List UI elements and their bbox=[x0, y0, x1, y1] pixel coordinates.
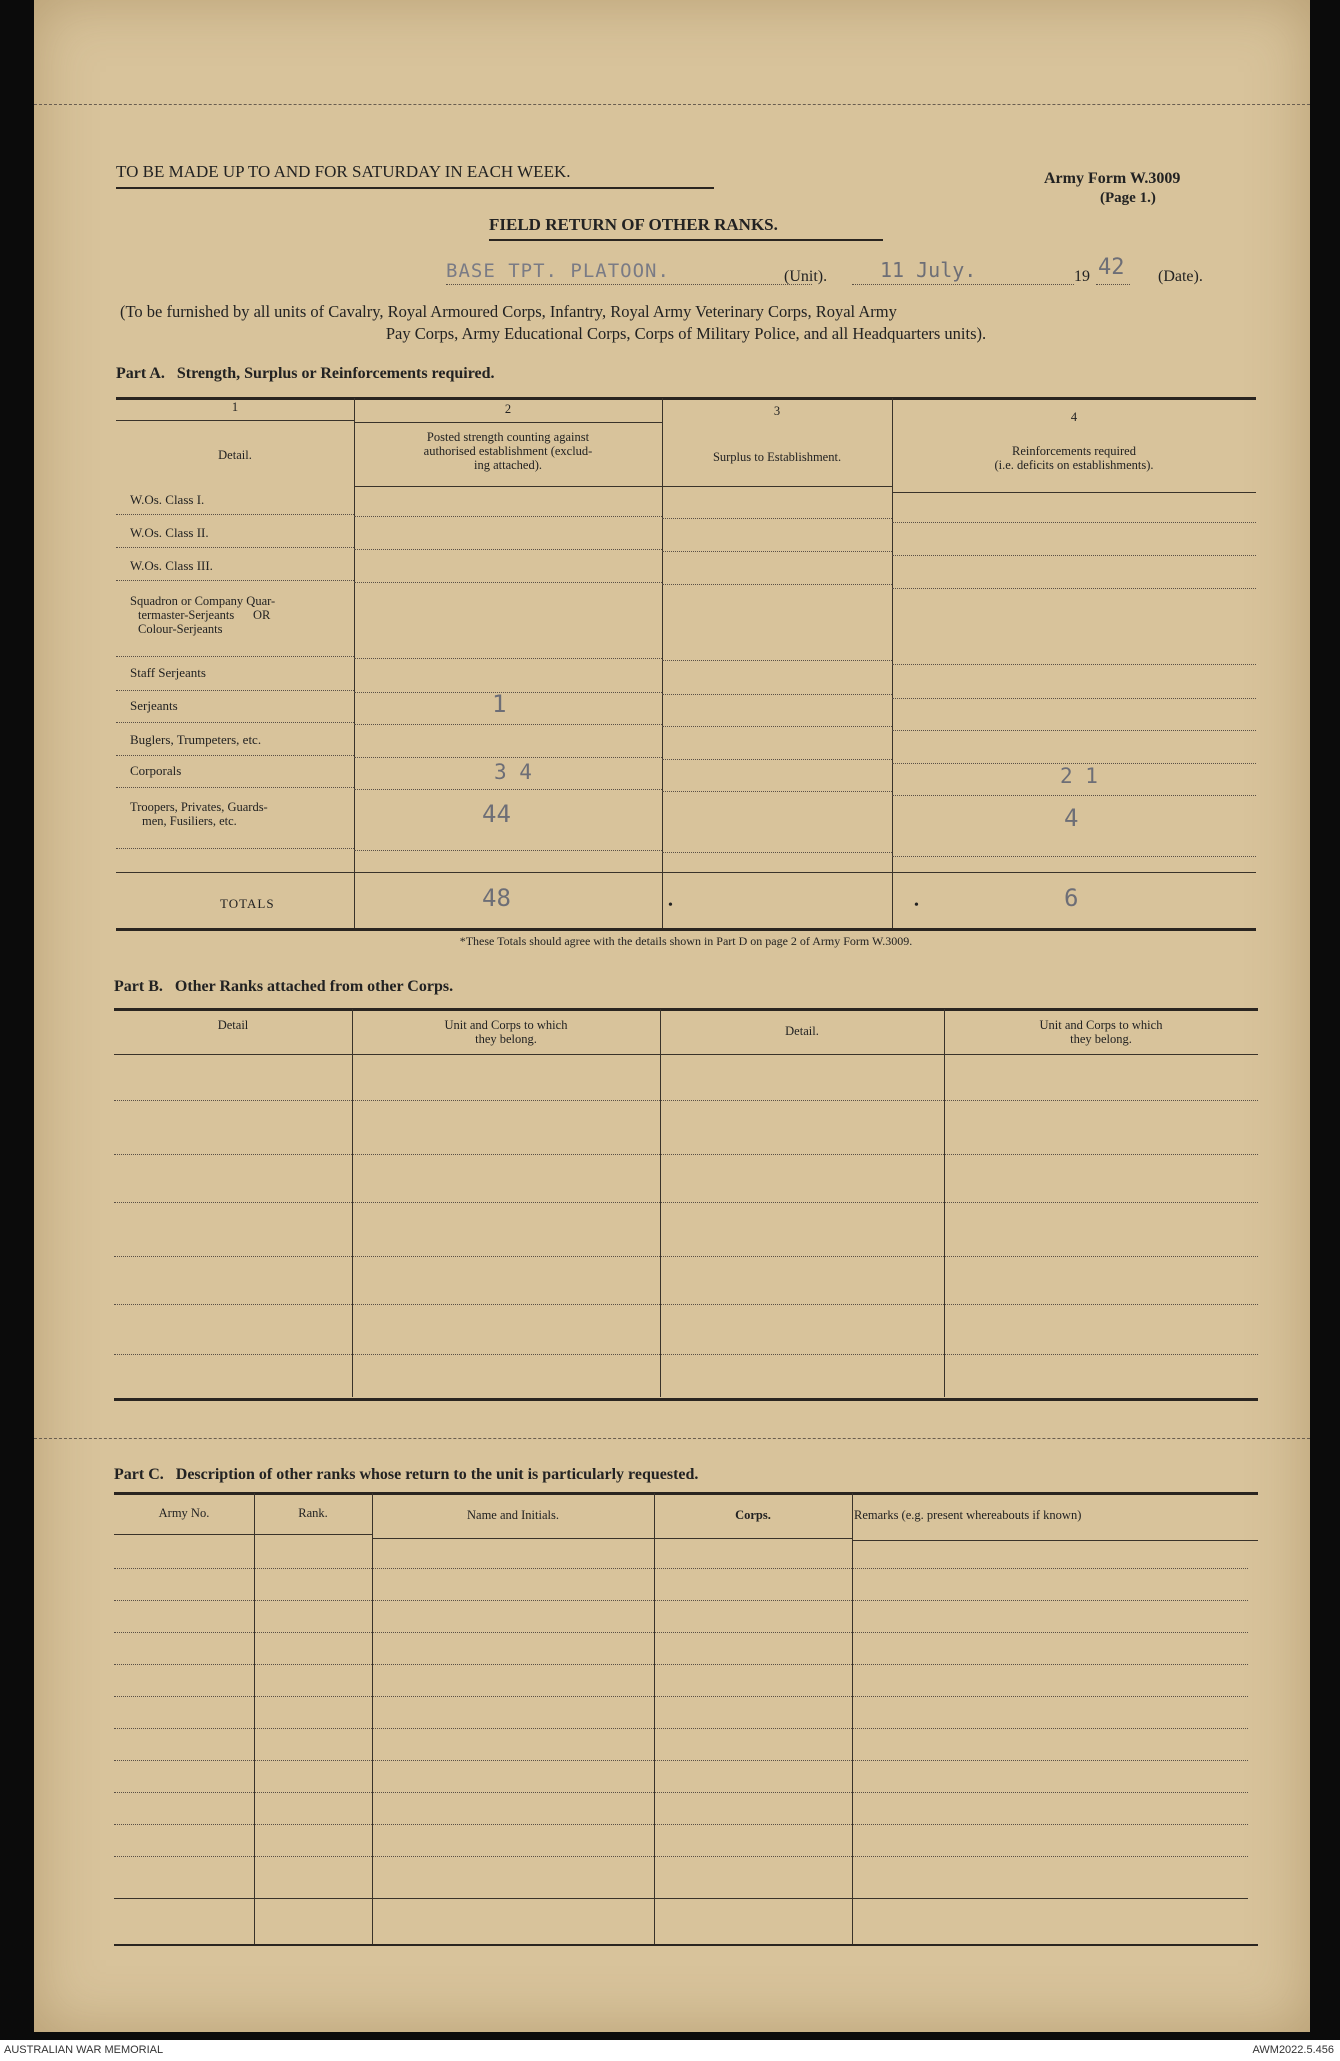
part-a-col-divider-1 bbox=[354, 398, 355, 928]
row-rule bbox=[662, 759, 892, 760]
date-field-line bbox=[852, 284, 1074, 285]
part-c-header-rule bbox=[654, 1538, 852, 1539]
year-field-line bbox=[1096, 284, 1130, 285]
row-rule bbox=[354, 549, 662, 550]
row-rule bbox=[114, 1696, 1248, 1697]
row-label-troopers: Troopers, Privates, Guards- men, Fusiliers, etc. bbox=[130, 800, 268, 828]
date-value: 11 July. bbox=[880, 258, 977, 282]
row-rule bbox=[892, 664, 1256, 665]
row-rule bbox=[354, 516, 662, 517]
col1-number-rule bbox=[116, 420, 354, 421]
row-rule bbox=[114, 1600, 1248, 1601]
row-rule bbox=[354, 658, 662, 659]
row-rule bbox=[114, 1202, 1258, 1203]
row-rule bbox=[116, 547, 354, 548]
reinf-corporals-value: 2 1 bbox=[1060, 764, 1098, 788]
row-rule bbox=[354, 692, 662, 693]
row-rule bbox=[116, 690, 354, 691]
posted-corporals-value: 3 4 bbox=[494, 760, 532, 784]
totals-reinf-marker: • bbox=[914, 898, 919, 913]
row-rule bbox=[116, 787, 354, 788]
perforation-line-top bbox=[34, 104, 1310, 105]
row-label-cqms: Squadron or Company Quar- termaster-Serjeants OR Colour-Serjeants bbox=[130, 594, 276, 636]
part-b-col-divider-1 bbox=[352, 1009, 353, 1397]
part-b-col-detail-2: Detail. bbox=[785, 1024, 819, 1038]
row-rule bbox=[892, 795, 1256, 796]
row-rule bbox=[116, 722, 354, 723]
row-rule bbox=[662, 584, 892, 585]
row-rule bbox=[114, 1760, 1248, 1761]
part-a-col-divider-3 bbox=[892, 398, 893, 928]
part-b-col-divider-2 bbox=[660, 1009, 661, 1397]
col4-header-rule bbox=[892, 492, 1256, 493]
part-b-col-detail: Detail bbox=[217, 1018, 249, 1032]
part-c-col-corps: Corps. bbox=[735, 1508, 771, 1522]
instruction-text: TO BE MADE UP TO AND FOR SATURDAY IN EACH WEEK. bbox=[116, 162, 571, 181]
row-label-staff-serjeants: Staff Serjeants bbox=[130, 665, 206, 680]
part-b-col-unit-2: Unit and Corps to which they belong. bbox=[1039, 1018, 1163, 1046]
part-c-col-army-no: Army No. bbox=[158, 1506, 210, 1520]
row-rule bbox=[662, 726, 892, 727]
row-rule bbox=[892, 522, 1256, 523]
row-label-buglers: Buglers, Trumpeters, etc. bbox=[130, 732, 262, 747]
col-header-detail: Detail. bbox=[218, 448, 252, 462]
row-rule bbox=[354, 757, 662, 758]
posted-serjeants-value: 1 bbox=[492, 690, 507, 718]
row-rule bbox=[354, 724, 662, 725]
row-rule bbox=[662, 791, 892, 792]
row-rule bbox=[114, 1898, 1248, 1899]
unit-label: (Unit). bbox=[784, 268, 828, 285]
row-rule bbox=[116, 580, 354, 581]
form-number: Army Form W.3009 bbox=[1044, 170, 1181, 187]
archive-footer bbox=[0, 2040, 1340, 2061]
col2-header-rule bbox=[354, 486, 662, 487]
reinf-troopers-value: 4 bbox=[1064, 804, 1079, 832]
totals-posted-value: 48 bbox=[482, 884, 511, 912]
row-rule bbox=[662, 660, 892, 661]
col-number-2: 2 bbox=[504, 402, 512, 416]
col3-header-rule bbox=[662, 486, 892, 487]
part-c-col-remarks: Remarks (e.g. present whereabouts if known) bbox=[854, 1508, 1082, 1522]
part-c-col-name: Name and Initials. bbox=[467, 1508, 559, 1522]
col-header-reinforcements: Reinforcements required (i.e. deficits on establishments). bbox=[994, 444, 1154, 472]
form-title: FIELD RETURN OF OTHER RANKS. bbox=[489, 215, 778, 234]
row-rule bbox=[354, 582, 662, 583]
row-rule bbox=[892, 730, 1256, 731]
row-rule bbox=[114, 1824, 1248, 1825]
row-rule bbox=[114, 1856, 1248, 1857]
row-rule bbox=[114, 1792, 1248, 1793]
row-rule bbox=[116, 656, 354, 657]
unit-value: BASE TPT. PLATOON. bbox=[446, 260, 670, 282]
row-rule bbox=[114, 1728, 1248, 1729]
row-rule bbox=[114, 1354, 1258, 1355]
row-rule bbox=[892, 856, 1256, 857]
col-header-surplus: Surplus to Establishment. bbox=[712, 450, 842, 464]
row-rule bbox=[114, 1664, 1248, 1665]
row-rule bbox=[892, 555, 1256, 556]
part-c-col-rank: Rank. bbox=[298, 1506, 328, 1520]
row-label-wo-class-2: W.Os. Class II. bbox=[130, 525, 209, 540]
instructions-line-2: Pay Corps, Army Educational Corps, Corps of Military Police, and all Headquarters units). bbox=[385, 324, 987, 343]
part-c-header-rule bbox=[114, 1534, 254, 1535]
row-rule bbox=[114, 1568, 1248, 1569]
form-sheet bbox=[34, 0, 1310, 2032]
row-rule bbox=[114, 1304, 1258, 1305]
totals-surplus-marker: • bbox=[668, 898, 673, 913]
unit-field-line bbox=[446, 284, 812, 285]
archive-reference: AWM2022.5.456 bbox=[1252, 2044, 1334, 2056]
part-c-col-divider-1 bbox=[254, 1493, 255, 1945]
row-rule bbox=[662, 852, 892, 853]
row-rule bbox=[114, 1632, 1248, 1633]
row-label-serjeants: Serjeants bbox=[130, 698, 178, 713]
part-c-col-divider-3 bbox=[654, 1493, 655, 1945]
part-b-col-divider-3 bbox=[944, 1009, 945, 1397]
col-number-4: 4 bbox=[1070, 410, 1078, 424]
row-rule bbox=[116, 514, 354, 515]
part-c-bottom-rule bbox=[114, 1944, 1258, 1946]
instruction-underline bbox=[116, 187, 714, 189]
part-a-col-divider-2 bbox=[662, 398, 663, 928]
part-a-heading: Part A. Strength, Surplus or Reinforcements required. bbox=[116, 365, 495, 382]
date-label: (Date). bbox=[1158, 268, 1203, 285]
part-b-heading: Part B. Other Ranks attached from other Corps. bbox=[114, 978, 454, 995]
row-label-wo-class-3: W.Os. Class III. bbox=[130, 558, 213, 573]
year-prefix: 19 bbox=[1074, 268, 1090, 285]
row-rule bbox=[354, 789, 662, 790]
row-rule bbox=[354, 850, 662, 851]
part-b-header-rule bbox=[114, 1054, 1258, 1055]
part-b-top-rule bbox=[114, 1008, 1258, 1011]
part-c-header-rule bbox=[852, 1540, 1258, 1541]
part-c-heading: Part C. Description of other ranks whose return to the unit is particularly requested. bbox=[114, 1466, 699, 1483]
totals-reinf-value: 6 bbox=[1064, 884, 1079, 912]
row-rule bbox=[114, 1154, 1258, 1155]
row-rule bbox=[116, 848, 354, 849]
part-b-col-unit: Unit and Corps to which they belong. bbox=[444, 1018, 568, 1046]
col-number-1: 1 bbox=[231, 400, 239, 414]
title-underline bbox=[489, 239, 883, 241]
row-rule bbox=[114, 1100, 1258, 1101]
part-c-col-divider-4 bbox=[852, 1493, 853, 1945]
row-rule bbox=[662, 518, 892, 519]
totals-label: TOTALS bbox=[220, 896, 275, 911]
archive-name: AUSTRALIAN WAR MEMORIAL bbox=[4, 2044, 164, 2056]
part-c-col-divider-2 bbox=[372, 1493, 373, 1945]
row-label-corporals: Corporals bbox=[130, 763, 182, 778]
totals-footnote: *These Totals should agree with the details shown in Part D on page 2 of Army Form W.3009. bbox=[459, 934, 913, 948]
totals-top-rule bbox=[116, 872, 1256, 873]
part-c-header-rule bbox=[372, 1538, 654, 1539]
col-number-3: 3 bbox=[773, 404, 781, 418]
row-rule bbox=[116, 755, 354, 756]
perforation-line-middle bbox=[34, 1438, 1310, 1439]
col-header-posted: Posted strength counting against authorised establishment (exclud- ing attached). bbox=[423, 430, 593, 472]
part-c-top-rule bbox=[114, 1492, 1258, 1495]
part-a-bottom-rule bbox=[116, 928, 1256, 931]
part-b-bottom-rule bbox=[114, 1398, 1258, 1401]
row-rule bbox=[114, 1256, 1258, 1257]
part-c-header-rule bbox=[254, 1534, 372, 1535]
page-label: (Page 1.) bbox=[1100, 190, 1156, 206]
row-rule bbox=[892, 698, 1256, 699]
row-rule bbox=[892, 588, 1256, 589]
year-value: 42 bbox=[1098, 255, 1125, 280]
col2-number-rule bbox=[354, 422, 662, 423]
posted-troopers-value: 44 bbox=[482, 800, 511, 828]
row-rule bbox=[662, 551, 892, 552]
instructions-line-1: (To be furnished by all units of Cavalry, Royal Armoured Corps, Infantry, Royal Army Veterinary Corps, Royal Army bbox=[120, 302, 897, 321]
row-label-wo-class-1: W.Os. Class I. bbox=[130, 492, 205, 507]
row-rule bbox=[662, 694, 892, 695]
